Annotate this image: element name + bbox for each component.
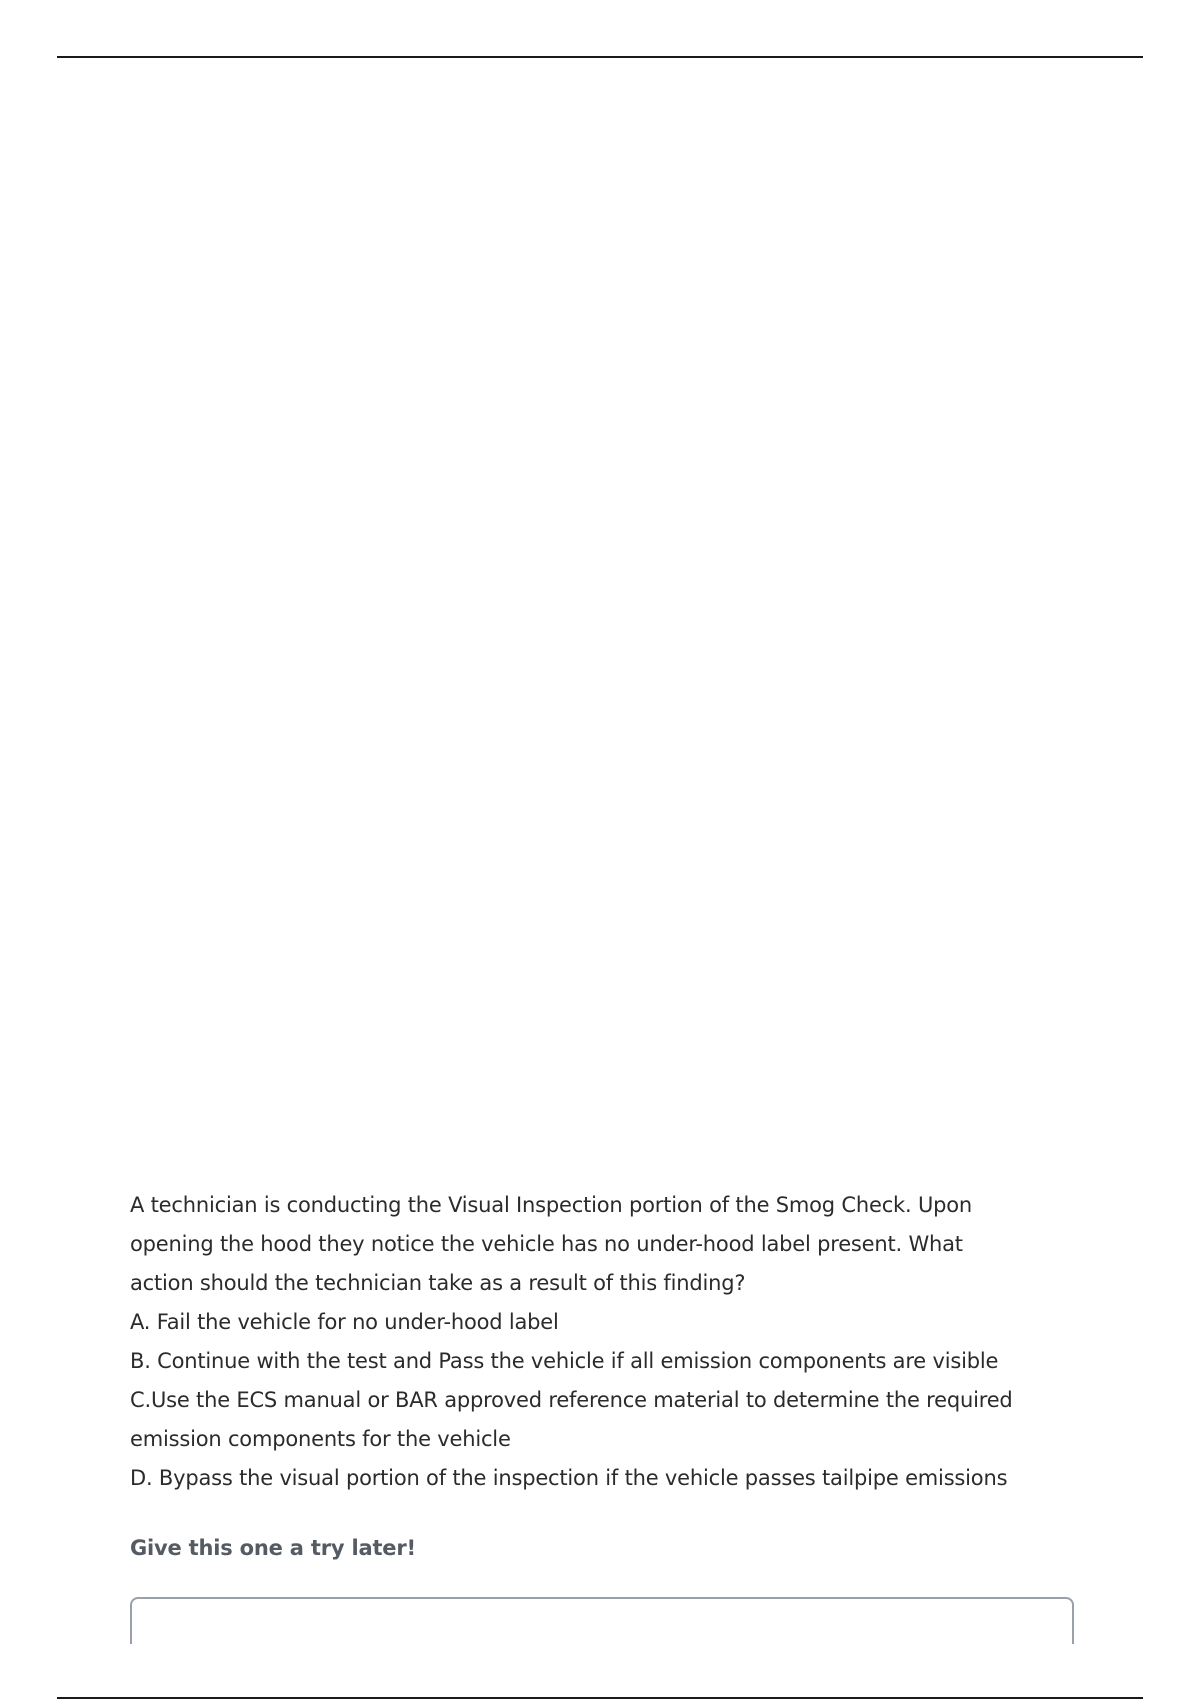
question-line: A technician is conducting the Visual Inspection portion of the Smog Check. Upon <box>130 1193 973 1217</box>
answer-option-d: D. Bypass the visual portion of the inspection if the vehicle passes tailpipe emissions <box>130 1466 1008 1490</box>
answer-option-c-continued: emission components for the vehicle <box>130 1427 511 1451</box>
answer-option-b: B. Continue with the test and Pass the vehicle if all emission components are visible <box>130 1349 999 1373</box>
answer-option-c: C.Use the ECS manual or BAR approved reference material to determine the required <box>130 1388 1013 1412</box>
question-block <box>130 1186 1090 1563</box>
answer-option-a: A. Fail the vehicle for no under-hood label <box>130 1310 559 1334</box>
question-line: opening the hood they notice the vehicle has no under-hood label present. What <box>130 1232 963 1256</box>
page-bottom-margin <box>0 1644 1200 1694</box>
question-line: action should the technician take as a result of this finding? <box>130 1271 746 1295</box>
answer-input-box[interactable] <box>130 1597 1074 1649</box>
try-later-hint: Give this one a try later! <box>130 1536 416 1560</box>
bottom-divider <box>57 1697 1143 1699</box>
top-divider <box>57 56 1143 58</box>
